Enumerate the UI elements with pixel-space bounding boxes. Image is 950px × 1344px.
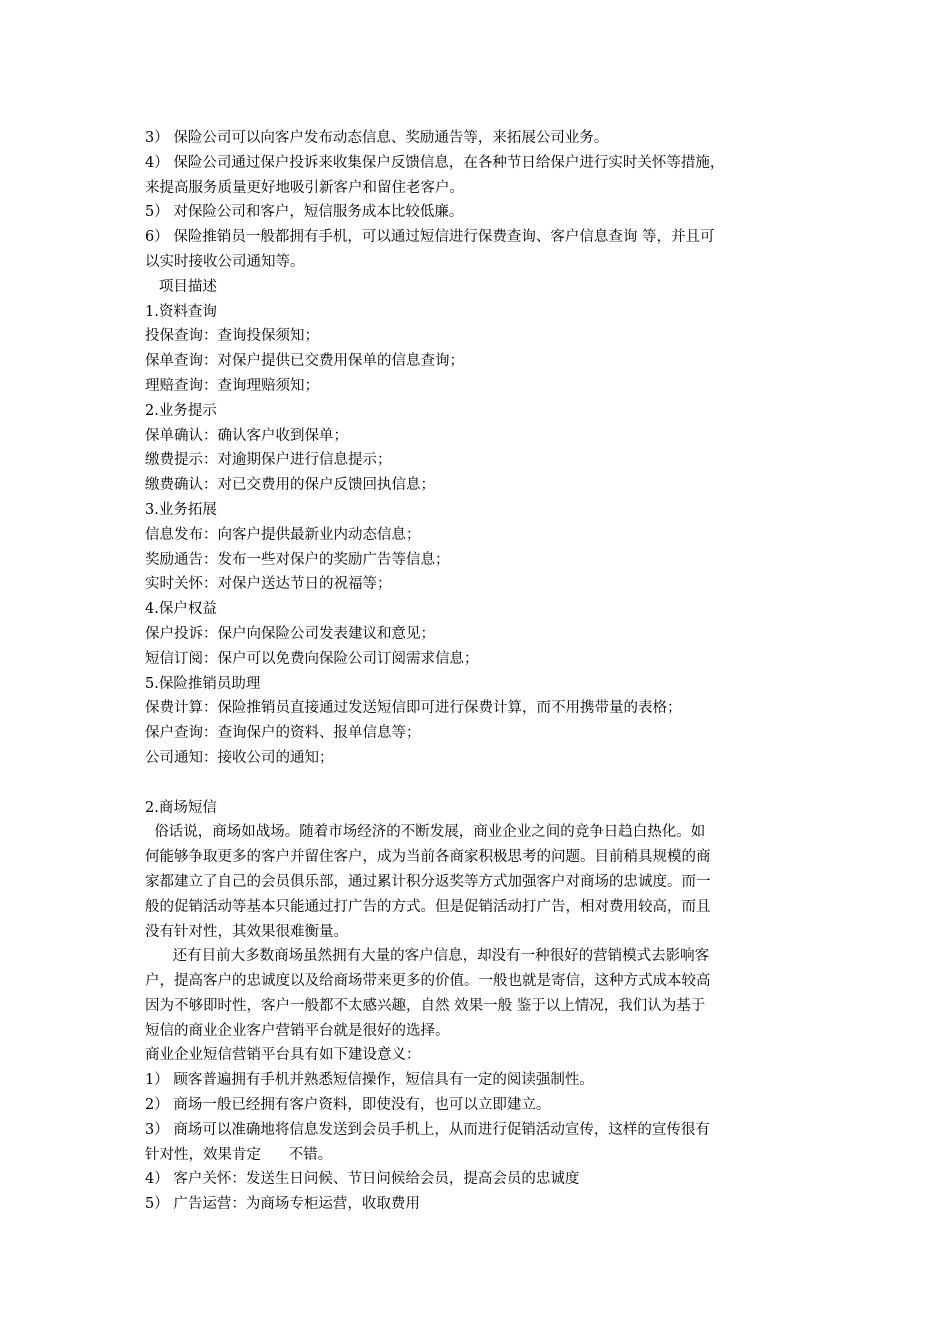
paragraph [145, 275, 825, 300]
text-line: 3） 保险公司可以向客户发布动态信息、奖励通告等，来拓展公司业务。 [145, 130, 609, 146]
paragraph [145, 1167, 825, 1192]
text-line: 5） 对保险公司和客户，短信服务成本比较低廉。 [145, 204, 464, 221]
text-line: 家都建立了自己的会员俱乐部，通过累计积分返奖等方式加强客户对商场的忠诚度。而一 [145, 873, 711, 890]
text-line: 保费计算：保险推销员直接通过发送短信即可进行保费计算，而不用携带量的表格； [145, 700, 682, 717]
paragraph [145, 424, 825, 449]
paragraph [145, 672, 825, 697]
paragraph [145, 746, 825, 771]
paragraph [145, 647, 825, 672]
text-line: 因为不够即时性，客户一般都不太感兴趣，自然 效果一般 鉴于以上情况，我们认为基于 [145, 997, 706, 1014]
text-line: 短信的商业企业客户营销平台就是很好的选择。 [145, 1022, 450, 1039]
paragraph [145, 225, 825, 275]
text-line: 奖励通告：发布一些对保户的奖励广告等信息； [145, 551, 450, 568]
text-line: 还有目前大多数商场虽然拥有大量的客户信息，却没有一种很好的营销模式去影响客 [145, 948, 710, 965]
text-line: 短信订阅：保户可以免费向保险公司订阅需求信息； [145, 650, 479, 667]
paragraph [145, 622, 825, 647]
text-line: 般的促销活动等基本只能通过打广告的方式。但是促销活动打广告，相对费用较高，而且 [145, 898, 711, 915]
document-body [145, 126, 825, 1217]
text-line: 5.保险推销员助理 [145, 675, 261, 692]
paragraph [145, 597, 825, 622]
text-line: 缴费提示：对逾期保户进行信息提示； [145, 452, 392, 469]
paragraph [145, 820, 825, 944]
text-line: 保单查询：对保户提供已交费用保单的信息查询； [145, 353, 464, 370]
paragraph [145, 300, 825, 325]
text-line: 2.业务提示 [145, 402, 217, 419]
paragraph [145, 1068, 825, 1093]
text-line: 5） 广告运营：为商场专柜运营，收取费用 [145, 1196, 420, 1213]
paragraph [145, 1093, 825, 1118]
paragraph [145, 126, 825, 151]
text-line: 俗话说，商场如战场。随着市场经济的不断发展，商业企业之间的竞争日趋白热化。如 [145, 824, 706, 841]
text-line: 投保查询：查询投保须知； [145, 328, 319, 345]
paragraph [145, 399, 825, 424]
text-line: 4.保户权益 [145, 601, 217, 618]
paragraph [145, 200, 825, 225]
paragraph [145, 374, 825, 399]
text-line: 户，提高客户的忠诚度以及给商场带来更多的价值。一般也就是寄信，这种方式成本较高 [145, 973, 711, 990]
paragraph [145, 448, 825, 473]
paragraph [145, 721, 825, 746]
text-line: 1） 顾客普遍拥有手机并熟悉短信操作，短信具有一定的阅读强制性。 [145, 1072, 594, 1089]
paragraph [145, 796, 825, 821]
text-line: 3.业务拓展 [145, 501, 217, 518]
text-line: 以实时接收公司通知等。 [145, 253, 305, 270]
text-line: 何能够争取更多的客户并留住客户，成为当前各商家积极思考的问题。目前稍具规模的商 [145, 849, 711, 866]
paragraph [145, 523, 825, 548]
text-line: 来提高服务质量更好地吸引新客户和留住老客户。 [145, 179, 464, 196]
paragraph [145, 548, 825, 573]
blank-line [145, 771, 825, 796]
text-line: 商业企业短信营销平台具有如下建设意义： [145, 1047, 421, 1064]
text-line: 针对性，效果肯定 不错。 [145, 1146, 333, 1163]
text-line: 公司通知：接收公司的通知； [145, 749, 334, 766]
text-line: 1.资料查询 [145, 303, 217, 320]
text-line: 理赔查询：查询理赔须知； [145, 377, 319, 394]
text-line: 没有针对性，其效果很难衡量。 [145, 923, 348, 940]
text-line: 2） 商场一般已经拥有客户资料，即使没有，也可以立即建立。 [145, 1097, 551, 1114]
text-line: 3） 商场可以准确地将信息发送到会员手机上，从而进行促销活动宣传，这样的宣传很有 [145, 1121, 710, 1138]
paragraph [145, 473, 825, 498]
paragraph [145, 498, 825, 523]
paragraph [145, 349, 825, 374]
text-line: 保户投诉：保户向保险公司发表建议和意见； [145, 625, 435, 642]
text-line: 4） 客户关怀：发送生日问候、节日问候给会员，提高会员的忠诚度 [145, 1171, 580, 1188]
text-line: 保单确认：确认客户收到保单； [145, 427, 348, 444]
paragraph [145, 1118, 825, 1168]
paragraph [145, 572, 825, 597]
paragraph [145, 324, 825, 349]
text-line: 实时关怀：对保户送达节日的祝福等； [145, 576, 392, 593]
paragraph [145, 696, 825, 721]
paragraph [145, 1192, 825, 1217]
paragraph [145, 1043, 825, 1068]
paragraph [145, 151, 825, 201]
text-line: 项目描述 [145, 278, 217, 295]
text-line: 保户查询：查询保户的资料、报单信息等； [145, 725, 421, 742]
text-line: 缴费确认：对已交费用的保户反馈回执信息； [145, 477, 435, 494]
text-line: 信息发布：向客户提供最新业内动态信息； [145, 526, 421, 543]
text-line: 6） 保险推销员一般都拥有手机，可以通过短信进行保费查询、客户信息查询 等，并且可 [145, 229, 715, 246]
text-line: 2.商场短信 [145, 799, 217, 816]
paragraph [145, 944, 825, 1043]
text-line: 4） 保险公司通过保户投诉来收集保户反馈信息，在各种节日给保户进行实时关怀等措施， [145, 154, 725, 171]
